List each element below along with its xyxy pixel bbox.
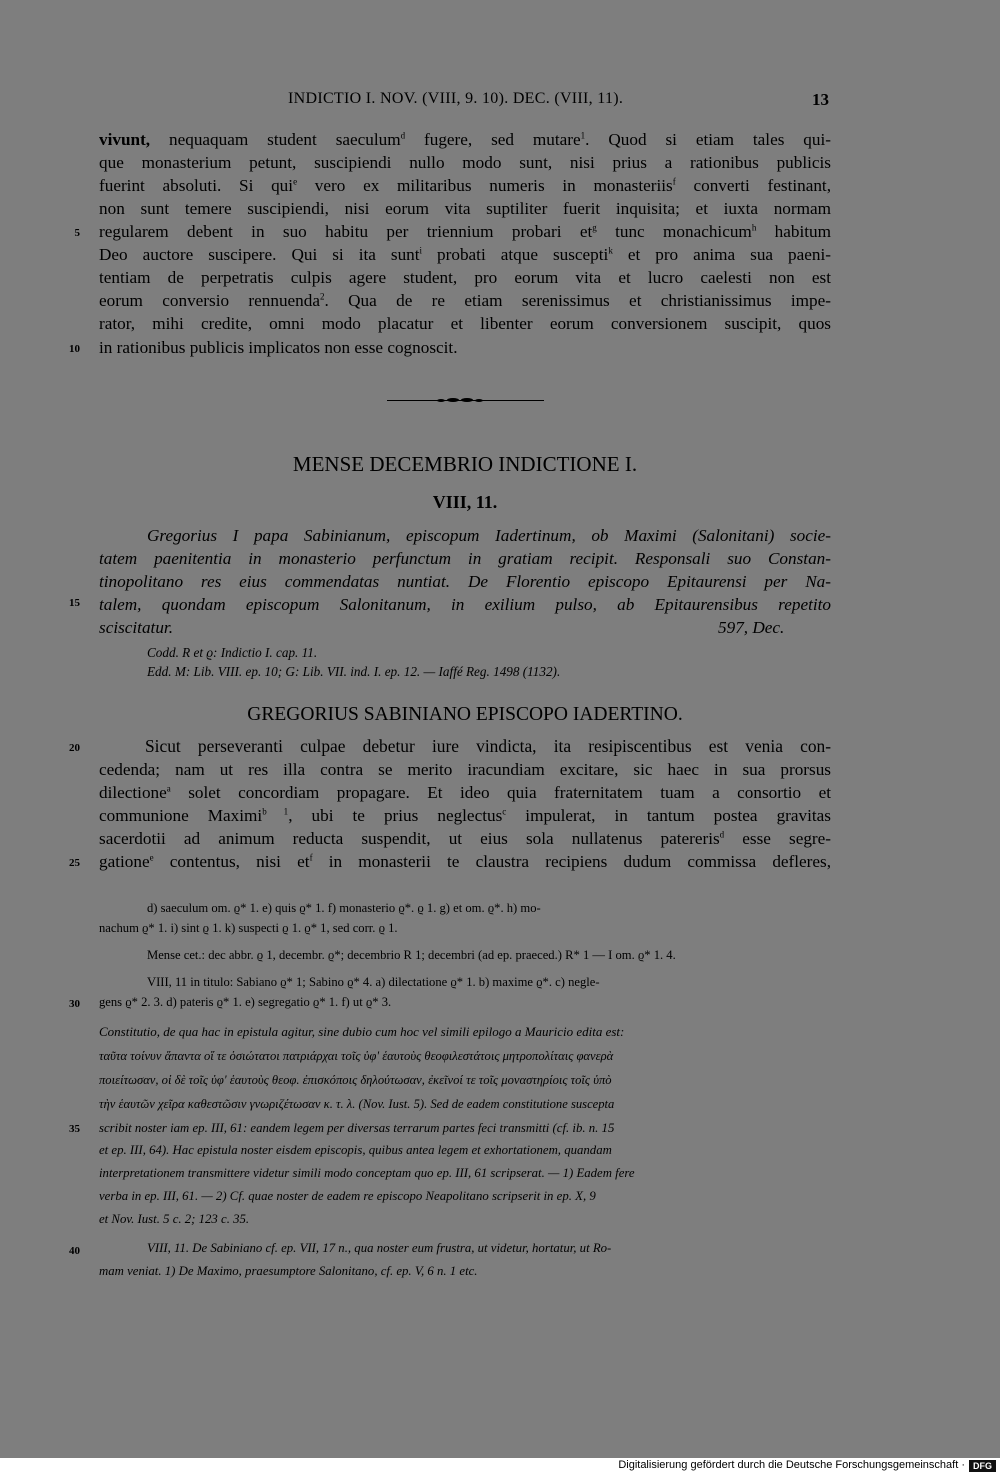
letter-number: VIII, 11.	[432, 492, 498, 512]
divider-ornament	[475, 399, 483, 402]
text-run: . Qua de re etiam serenissimus et christianissimus impe-	[324, 291, 831, 310]
footnote-mark: d	[719, 829, 725, 840]
note-line: mam veniat. 1) De Maximo, praesumptore Salonitano, cf. ep. V, 6 n. 1 etc.	[99, 1264, 478, 1278]
footnote-mark: f	[309, 852, 313, 863]
letter-address: GREGORIUS SABINIANO EPISCOPO IADERTINO.	[247, 704, 683, 725]
divider-ornament	[461, 398, 473, 402]
text-line	[99, 781, 831, 804]
line-number: 5	[74, 227, 80, 239]
text-line: in rationibus publicis implicatos non esse cognoscit.	[99, 338, 458, 357]
dfg-logo-icon: DFG	[969, 1460, 996, 1472]
note-line: Constitutio, de qua hac in epistula agitur, sine dubio cum hoc vel simili epilogo a Mauricio edita est:	[99, 1024, 625, 1039]
text-run: nequaquam student saeculum	[150, 130, 401, 149]
text-line: Sicut perseveranti culpae debetur iure vindicta, ita resipiscentibus est venia con-	[145, 736, 831, 756]
line-number: 40	[69, 1245, 80, 1257]
text-run: dilectione	[99, 783, 167, 802]
text-run: esse segre-	[724, 829, 832, 848]
letter-date: 597, Dec.	[718, 618, 785, 637]
apparatus-line: d) saeculum om. ϱ* 1. e) quis ϱ* 1. f) monasterio ϱ*. ϱ 1. g) et om. ϱ*. h) mo-	[147, 901, 541, 915]
apparatus-line: nachum ϱ* 1. i) sint ϱ 1. k) suspecti ϱ 1. ϱ* 1, sed corr. ϱ 1.	[99, 921, 398, 935]
note-line: τὴν ἑαυτῶν χεῖρα καθεστῶσιν γνωριζέτωσαν κ. τ. λ. (Nov. Iust. 5). Sed de eadem constitutione suscepta	[99, 1097, 615, 1111]
text-line: tentiam de perpetratis culpis agere student, pro eorum vita et lucro caelesti non est	[99, 268, 831, 287]
text-line	[99, 289, 831, 312]
footnote-mark: k	[608, 245, 613, 256]
note-line: ταῦτα τοίνυν ἅπαντα οἵ τε ὁσιώτατοι πατριάρχαι τοῖς ὑφ' ἑαυτοὺς θεοφιλεστάτοις μητροπολίταις φανερὰ	[99, 1049, 614, 1063]
line-number: 10	[69, 343, 80, 355]
text-line	[99, 804, 831, 827]
text-line	[99, 220, 831, 243]
text-run: vivunt,	[99, 130, 151, 149]
footnote-mark: f	[672, 176, 676, 187]
line-number: 20	[69, 742, 80, 754]
codices-line: Codd. R et ϱ: Indictio I. cap. 11.	[147, 645, 318, 660]
summary-line: tinopolitano res eius commendatas nuntiat. De Florentio episcopo Epitaurensi per Na-	[99, 572, 831, 591]
text-run: fugere, sed mutare	[405, 130, 581, 149]
text-run: . Quod si etiam tales qui-	[585, 130, 831, 149]
footnote-mark: i	[419, 245, 423, 256]
divider-ornament	[437, 399, 445, 402]
note-line: ποιείτωσαν, οἱ δὲ τοῖς ὑφ' ἑαυτοὺς θεοφ. ἐπισκόποις δηλούτωσαν, ἐκεῖνοί τε τοῖς μοναστηρίοις τοῖς ὑπὸ	[99, 1073, 612, 1087]
apparatus-line: VIII, 11 in titulo: Sabiano ϱ* 1; Sabino ϱ* 4. a) dilectatione ϱ* 1. b) maxime ϱ*. c) negle-	[147, 975, 600, 989]
note-line: VIII, 11. De Sabiniano cf. ep. VII, 17 n., qua noster eum frustra, ut videtur, hortatur, ut Ro-	[147, 1241, 612, 1255]
summary-line: tatem paenitentia in monasterio perfunctum in gratiam recipit. Responsali suo Constan-	[99, 549, 831, 568]
text-run: eorum conversio rennuenda	[99, 291, 320, 310]
footnote-mark: b 1	[262, 806, 289, 817]
line-number: 25	[69, 857, 80, 869]
text-run: tunc monachicum	[596, 222, 752, 241]
summary-line: Gregorius I papa Sabinianum, episcopum Iadertinum, ob Maximi (Salonitani) socie-	[147, 526, 831, 545]
text-line	[99, 128, 831, 151]
footnote-mark: 2	[320, 291, 325, 302]
line-number: 15	[69, 597, 80, 609]
text-line: non sunt temere suscipiendi, nisi eorum vita suptiliter fuerit inquisita; et iuxta normam	[99, 199, 831, 218]
footnote-mark: e	[293, 176, 298, 187]
text-run: fuerint absoluti. Si qui	[99, 176, 294, 195]
summary-line: talem, quondam episcopum Salonitanum, in exilium pulso, ab Epitaurensibus repetito	[99, 595, 831, 614]
text-run: contentus, nisi et	[153, 852, 310, 871]
line-number: 35	[69, 1123, 80, 1135]
footnote-mark: a	[166, 783, 171, 794]
text-run: solet concordiam propagare. Et ideo quia fraternitatem tuam a consortio et	[170, 783, 831, 802]
text-run: gatione	[99, 852, 150, 871]
text-run: sacerdotii ad animum reducta suspendit, ut eius sola nullatenus patereris	[99, 829, 720, 848]
page-number: 13	[812, 90, 829, 109]
text-run: impulerat, in tantum postea gravitas	[506, 806, 831, 825]
line-number: 30	[69, 998, 80, 1010]
text-line	[99, 174, 831, 197]
summary-line: sciscitatur.	[99, 618, 174, 637]
text-run: probati atque suscepti	[422, 245, 609, 264]
text-run: vero ex militaribus numeris in monasteriis	[297, 176, 673, 195]
divider-ornament	[447, 398, 459, 402]
footnote-mark: d	[400, 130, 406, 141]
note-line: verba in ep. III, 61. — 2) Cf. quae noster de eadem re episcopo Neapolitano scripserit in ep. X, 9	[99, 1189, 596, 1203]
text-line	[99, 850, 831, 873]
text-run: , ubi te prius neglectus	[288, 806, 503, 825]
note-line: interpretationem transmittere videtur simili modo conceptam quo ep. III, 61 scripserat. — 1) Eadem fere	[99, 1166, 635, 1180]
footer-credit: Digitalisierung gefördert durch die Deutsche Forschungsgemeinschaft ·	[618, 1459, 965, 1471]
text-line: cedenda; nam ut res illa contra se merito iracundiam excitare, sic haec in sua prorsus	[99, 760, 831, 779]
text-run: communione Maximi	[99, 806, 263, 825]
apparatus-line: gens ϱ* 2. 3. d) pateris ϱ* 1. e) segregatio ϱ* 1. f) ut ϱ* 3.	[99, 995, 392, 1009]
running-title: INDICTIO I. NOV. (VIII, 9. 10). DEC. (VIII, 11).	[288, 90, 624, 107]
footnote-mark: e	[149, 852, 154, 863]
text-run: Deo auctore suscipere. Qui si ita sunt	[99, 245, 420, 264]
digitization-footer	[0, 1458, 1000, 1474]
text-line: que monasterium petunt, suscipiendi nullo modo sunt, nisi prius a rationibus publicis	[99, 153, 831, 172]
section-heading: MENSE DECEMBRIO INDICTIONE I.	[292, 452, 638, 476]
note-line: et ep. III, 64). Hac epistula noster eisdem episcopis, quibus antea legem et exhortationem, quandam	[99, 1143, 612, 1157]
footnote-mark: c	[502, 806, 507, 817]
note-line: scribit noster iam ep. III, 61: eandem legem per diversas terrarum partes feci transmitti (cf. ib. n. 15	[99, 1121, 615, 1135]
text-run: regularem debent in suo habitu per triennium probari et	[99, 222, 593, 241]
text-line: rator, mihi credite, omni modo placatur et libenter eorum conversionem suscipit, quos	[99, 314, 831, 333]
text-run: converti festinant,	[675, 176, 832, 195]
text-run: et pro anima sua paeni-	[612, 245, 831, 264]
text-run: in monasterii te claustra recipiens dudum commissa defleres,	[312, 852, 832, 871]
apparatus-line: Mense cet.: dec abbr. ϱ 1, decembr. ϱ*; decembrio R 1; decembri (ad ep. praeced.) R* 1 — I om. ϱ* 1. 4.	[147, 948, 676, 962]
text-line	[99, 827, 831, 850]
footnote-mark: h	[751, 222, 757, 233]
footnote-mark: 1	[580, 130, 586, 141]
text-line	[99, 243, 831, 266]
footnote-mark: g	[592, 222, 597, 233]
note-line: et Nov. Iust. 5 c. 2; 123 c. 35.	[99, 1212, 250, 1226]
text-run: habitum	[756, 222, 831, 241]
editions-line: Edd. M: Lib. VIII. ep. 10; G: Lib. VII. ind. I. ep. 12. — Iaffé Reg. 1498 (1132).	[147, 664, 561, 679]
